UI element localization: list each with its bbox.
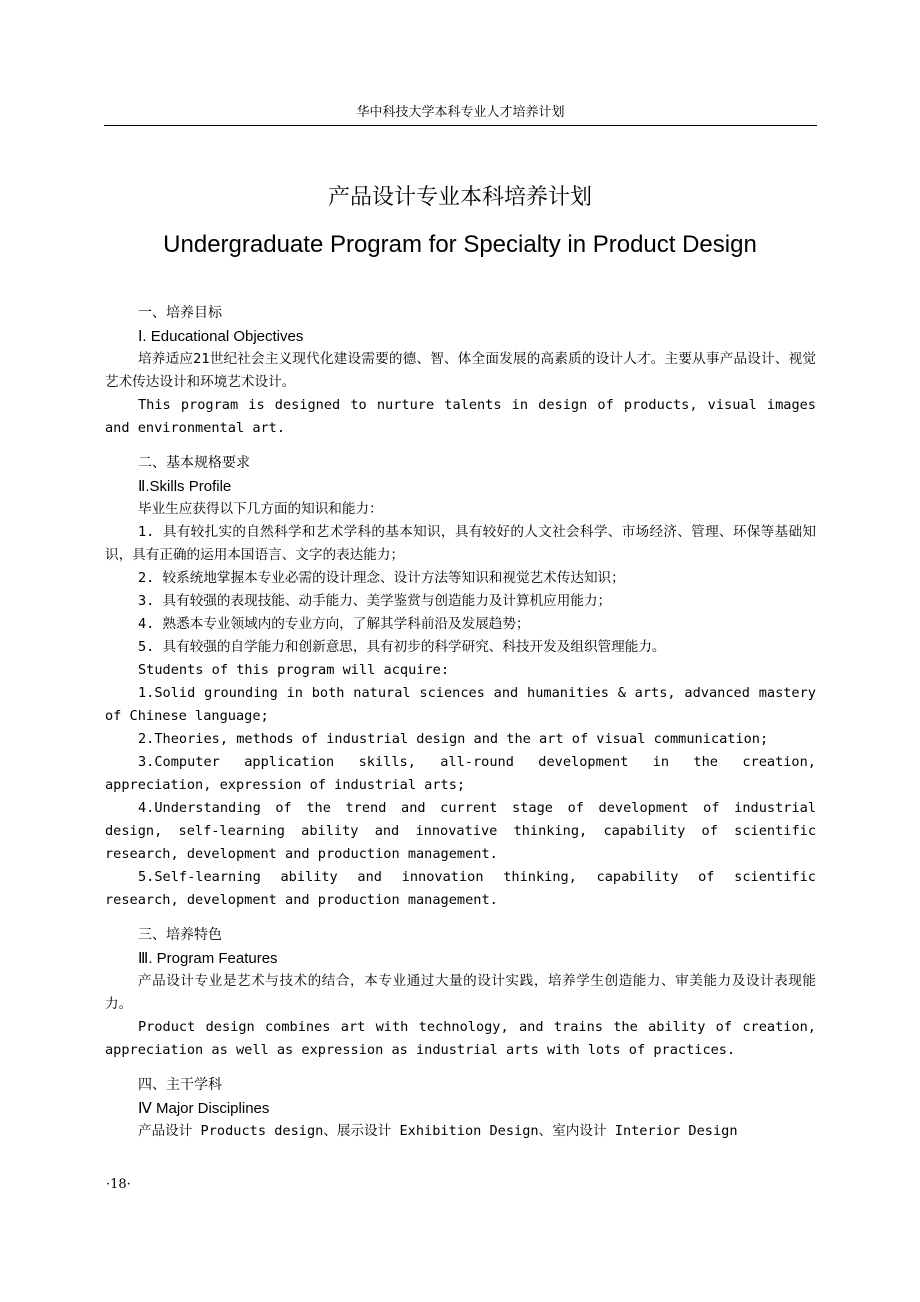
list-item: 1. 具有较扎实的自然科学和艺术学科的基本知识，具有较好的人文社会科学、市场经济、管理、环保等基础知识，具有正确的运用本国语言、文字的表达能力； <box>105 524 816 563</box>
section-heading-en: Ⅲ. Program Features <box>138 950 278 967</box>
paragraph: Product design combines art with technology, and trains the ability of creation, appreciation as well as expression as industrial arts with lots of practices. <box>105 1019 816 1058</box>
list-item: 2. 较系统地掌握本专业必需的设计理念、设计方法等知识和视觉艺术传达知识； <box>138 570 625 586</box>
list-item: 5.Self-learning ability and innovation thinking, capability of scientific research, development and production management. <box>105 869 816 908</box>
paragraph: This program is designed to nurture talents in design of products, visual images and environmental art. <box>105 397 816 436</box>
list-item: 1.Solid grounding in both natural sciences and humanities & arts, advanced mastery of Chinese language; <box>105 685 816 724</box>
list-item: 4.Understanding of the trend and current stage of development of industrial design, self-learning ability and innovative thinking, capability of scientific research, development and production management. <box>105 800 816 862</box>
section-heading-en: Ⅰ. Educational Objectives <box>138 328 304 345</box>
list-item: 3.Computer application skills, all-round development in the creation, appreciation, expression of industrial arts; <box>105 754 816 793</box>
section-heading-cn: 四、主干学科 <box>138 1077 222 1093</box>
header-rule <box>104 125 817 126</box>
page-title-cn: 产品设计专业本科培养计划 <box>327 185 592 210</box>
list-item: 3. 具有较强的表现技能、动手能力、美学鉴赏与创造能力及计算机应用能力； <box>138 593 612 609</box>
document-body <box>105 302 816 1143</box>
page-number: ·18· <box>106 1177 131 1192</box>
section-heading-cn: 一、培养目标 <box>138 305 222 321</box>
section-heading-en: Ⅳ Major Disciplines <box>138 1100 270 1117</box>
page-title-en: Undergraduate Program for Specialty in Product Design <box>163 231 757 258</box>
section-heading-en: Ⅱ.Skills Profile <box>138 478 232 495</box>
list-item: 2.Theories, methods of industrial design and the art of visual communication; <box>138 731 769 747</box>
running-header: 华中科技大学本科专业人才培养计划 <box>356 105 565 120</box>
section-heading-cn: 三、培养特色 <box>138 927 222 943</box>
paragraph: 产品设计 Products design、展示设计 Exhibition Design、室内设计 Interior Design <box>138 1123 738 1139</box>
paragraph: 产品设计专业是艺术与技术的结合，本专业通过大量的设计实践，培养学生创造能力、审美能力及设计表现能力。 <box>105 973 816 1012</box>
paragraph: Students of this program will acquire: <box>138 662 449 678</box>
list-item: 4. 熟悉本专业领域内的专业方向，了解其学科前沿及发展趋势； <box>138 616 530 632</box>
paragraph: 培养适应21世纪社会主义现代化建设需要的德、智、体全面发展的高素质的设计人才。主要从事产品设计、视觉艺术传达设计和环境艺术设计。 <box>105 351 816 390</box>
section-heading-cn: 二、基本规格要求 <box>138 455 250 471</box>
list-item: 5. 具有较强的自学能力和创新意思，具有初步的科学研究、科技开发及组织管理能力。 <box>138 639 666 655</box>
paragraph: 毕业生应获得以下几方面的知识和能力： <box>138 501 383 517</box>
